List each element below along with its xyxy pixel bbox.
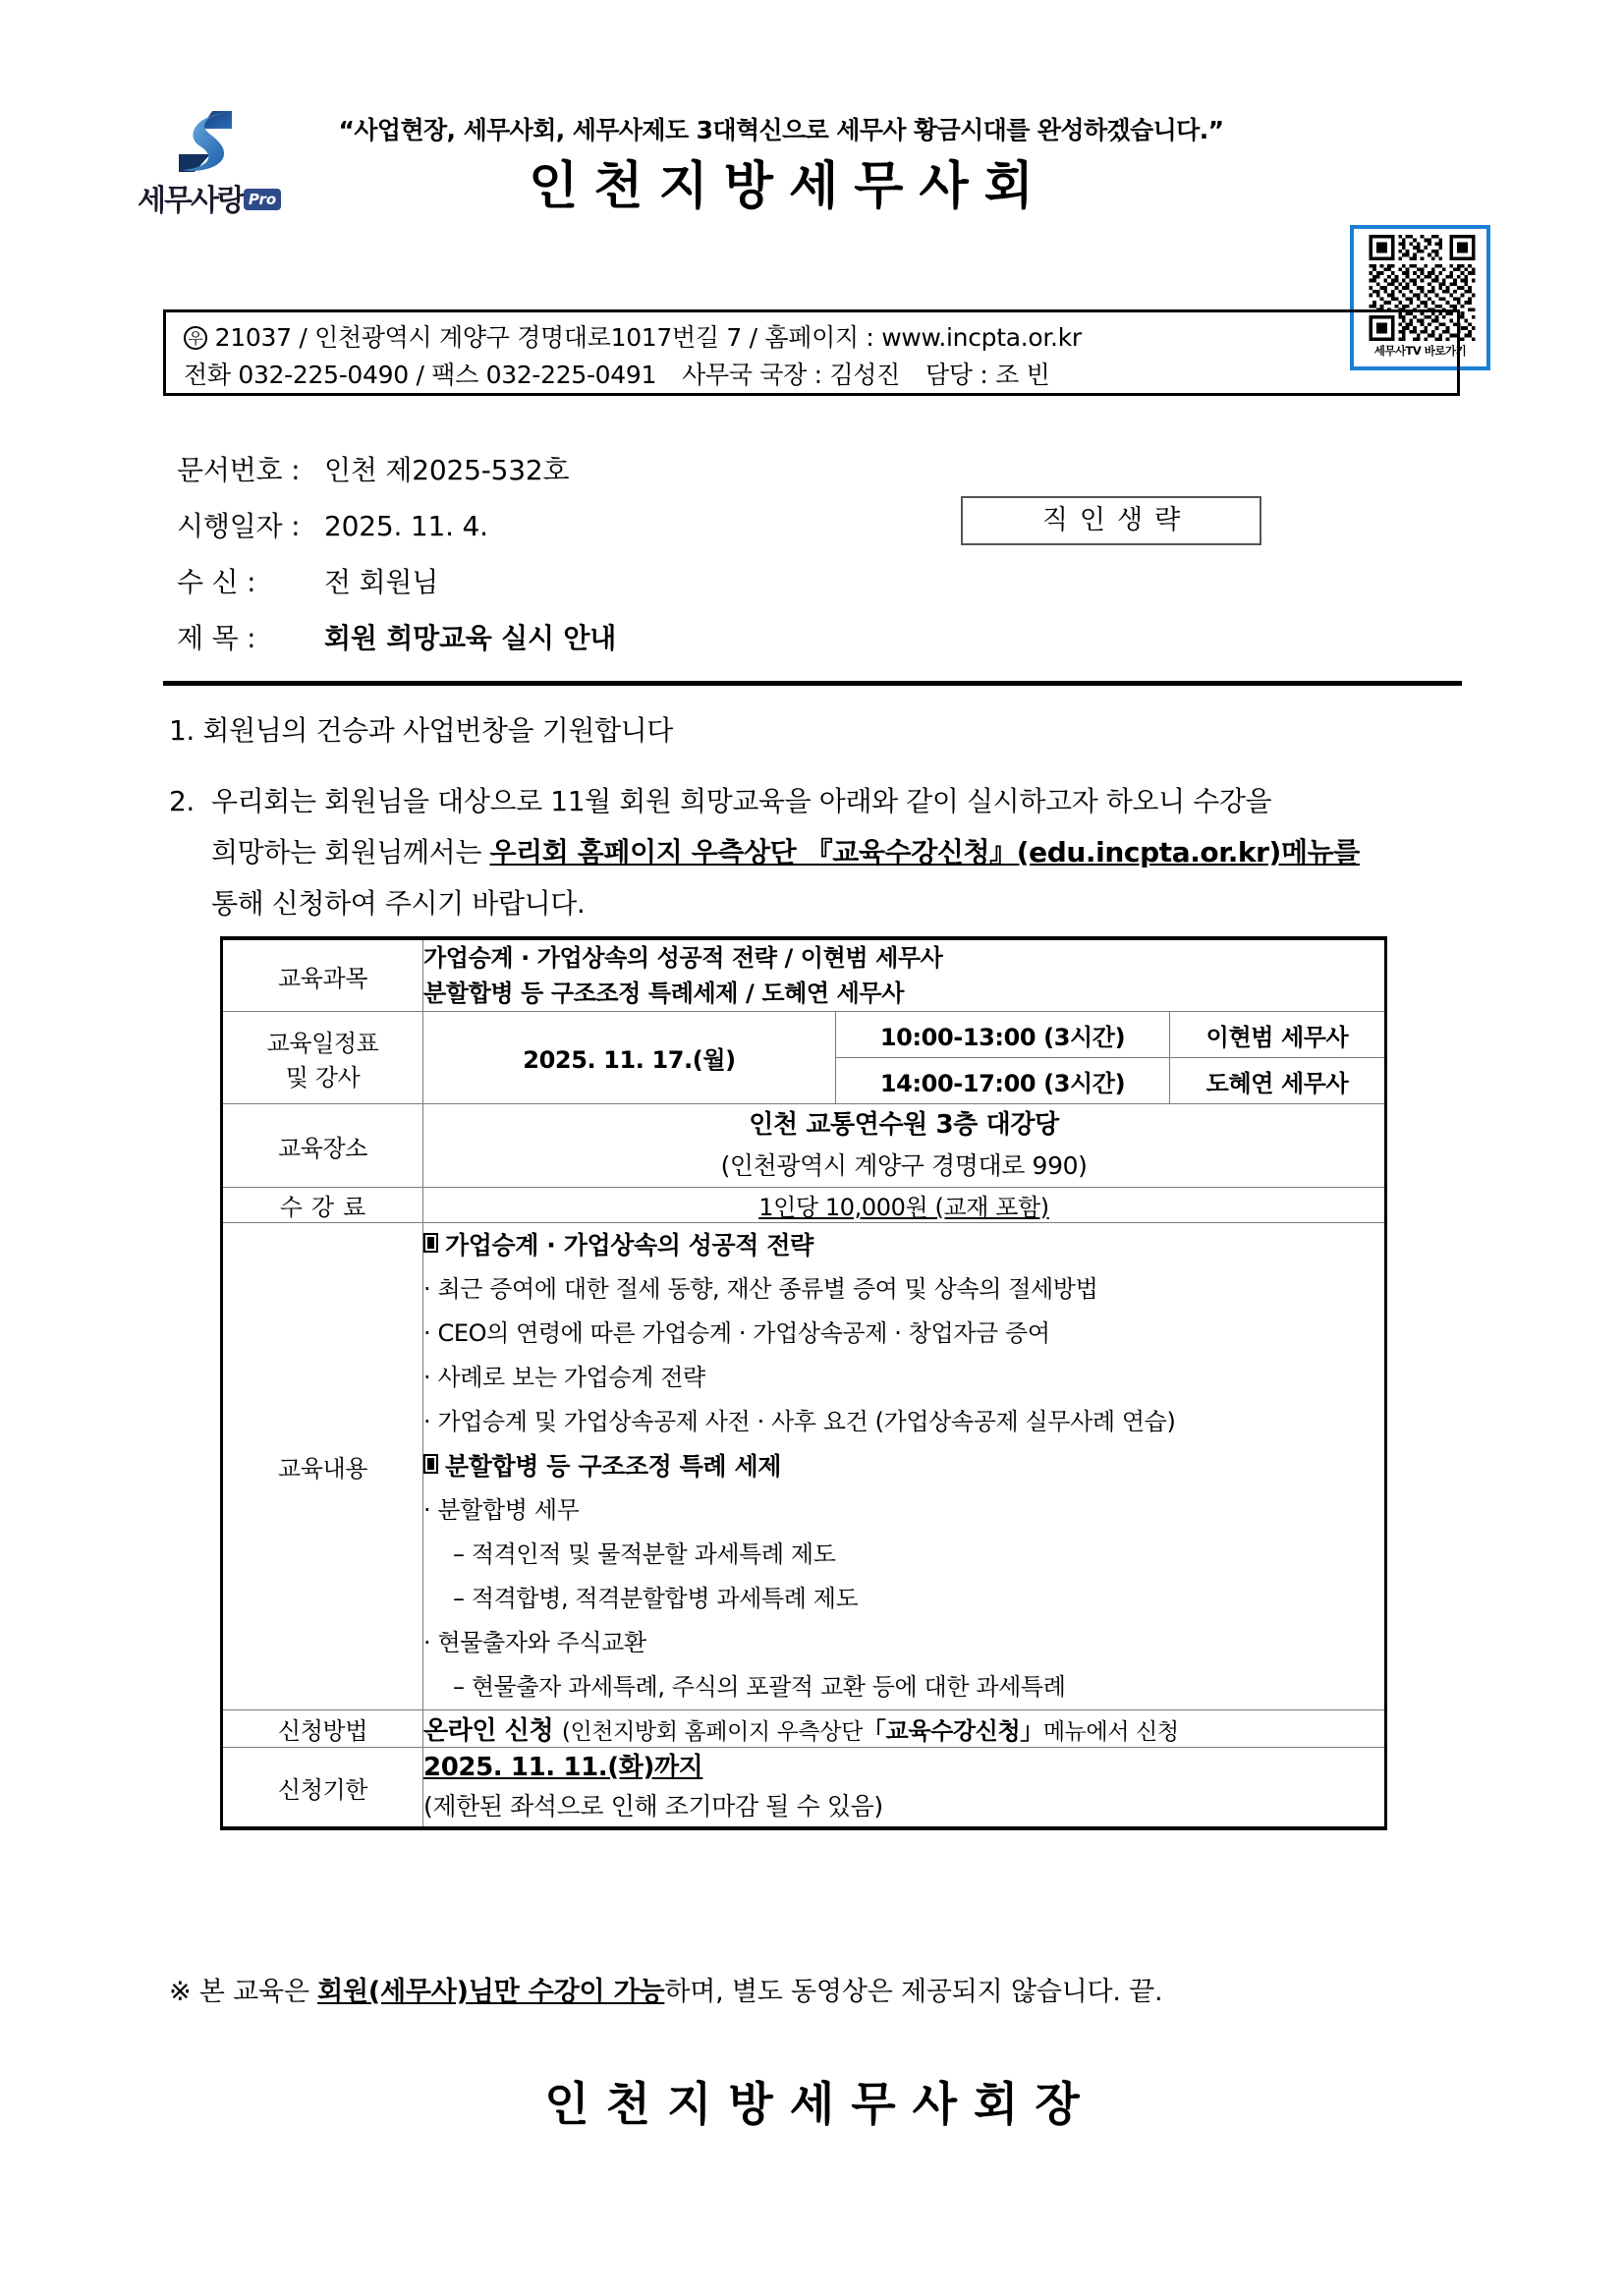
- subject-line-1: 가업승계 · 가업상속의 성공적 전략 / 이현범 세무사: [423, 944, 943, 972]
- paragraph-2-line-2: [211, 827, 1476, 878]
- value-content: [423, 1223, 1386, 1710]
- education-info-table: [220, 936, 1387, 1830]
- apply-method-main: 온라인 신청: [423, 1716, 562, 1746]
- meta-row-subject: [177, 610, 963, 666]
- label-apply-method: 신청방법: [222, 1710, 423, 1748]
- subject-line-2: 분할합병 등 구조조정 특례세제 / 도혜연 세무사: [423, 980, 904, 1007]
- postal-mark-icon: 우: [184, 326, 207, 350]
- label-schedule: [222, 1012, 423, 1104]
- content-item: · 사례로 보는 가업승계 전략: [423, 1364, 705, 1391]
- document-meta-block: [177, 442, 963, 666]
- paragraph-2: [169, 776, 1476, 929]
- value-deadline: [423, 1748, 1386, 1829]
- doc-number-label: 문서번호 :: [177, 454, 301, 486]
- label-fee: 수강료: [222, 1188, 423, 1223]
- table-row-apply-method: [222, 1710, 1386, 1748]
- date-label: 시행일자 :: [177, 510, 301, 542]
- paragraph-2-number: 2.: [169, 785, 195, 817]
- content-group-1-heading-text: 가업승계 · 가업상속의 성공적 전략: [445, 1231, 813, 1260]
- paragraph-2-body: [211, 776, 1476, 929]
- footer-note-emphasis: 회원(세무사)님만 수강이 가능: [317, 1977, 665, 2007]
- table-row-fee: [222, 1188, 1386, 1223]
- filled-square-icon: [423, 1233, 438, 1253]
- address-text: 21037 / 인천광역시 계양구 경명대로1017번길 7 / 홈페이지 : www.incpta.or.kr: [214, 323, 1082, 352]
- paragraph-2-line-2-prefix: 희망하는 회원님께서는: [211, 836, 490, 868]
- meta-row-doc-number: [177, 442, 963, 498]
- content-group-1-heading: [423, 1223, 1384, 1267]
- signature-line: 인천지방세무사회장: [544, 2078, 1096, 2132]
- address-line-1: [184, 319, 1457, 357]
- content-group-2-heading: [423, 1444, 1384, 1488]
- value-place: [423, 1104, 1386, 1188]
- content-item: · 최근 증여에 대한 절세 동향, 재산 종류별 증여 및 상속의 절세방법: [423, 1275, 1098, 1303]
- apply-method-suffix: 메뉴에서 신청: [1042, 1719, 1179, 1745]
- content-item: – 적격합병, 적격분할합병 과세특례 제도: [453, 1585, 859, 1612]
- value-apply-method: [423, 1710, 1386, 1748]
- content-item: · 분할합병 세무: [423, 1496, 580, 1524]
- footer-note-suffix: 하며, 별도 동영상은 제공되지 않습니다. 끝.: [664, 1977, 1163, 2007]
- label-place: 교육장소: [222, 1104, 423, 1188]
- logo-pro-badge: Pro: [244, 189, 281, 210]
- stamp-omitted-box: 직인생략: [961, 496, 1261, 545]
- date-value: 2025. 11. 4.: [324, 510, 488, 542]
- logo-wordmark: 세무사랑 Pro: [138, 176, 319, 219]
- content-item: · 가업승계 및 가업상속공제 사전 · 사후 요건 (가업상속공제 실무사례 연습): [423, 1408, 1176, 1435]
- fee-amount-text: 1인당 10,000원 (교재 포함): [758, 1194, 1049, 1221]
- deadline-note: (제한된 좌석으로 인해 조기마감 될 수 있음): [423, 1792, 883, 1820]
- address-line-2: [184, 357, 1457, 394]
- content-group-2-heading-text: 분할합병 등 구조조정 특례 세제: [445, 1452, 781, 1481]
- footer-note: [169, 1970, 1162, 2008]
- address-box: [163, 309, 1460, 396]
- value-subject: [423, 938, 1386, 1012]
- label-schedule-line-2: 및 강사: [285, 1063, 361, 1092]
- footer-note-prefix: ※ 본 교육은: [169, 1977, 318, 2007]
- table-row-place: [222, 1104, 1386, 1188]
- content-item: · 현물출자와 주식교환: [423, 1629, 646, 1656]
- value-schedule-time-1: 10:00-13:00 (3시간): [836, 1012, 1170, 1058]
- place-line-2: (인천광역시 계양구 경명대로 990): [720, 1151, 1088, 1180]
- recipient-value: 전 회원님: [324, 566, 439, 598]
- subject-label: 제 목 :: [177, 622, 256, 654]
- value-schedule-date: 2025. 11. 17.(월): [423, 1012, 836, 1104]
- place-line-1: 인천 교통연수원 3층 대강당: [749, 1110, 1059, 1140]
- horizontal-divider: [163, 681, 1462, 686]
- table-row-deadline: [222, 1748, 1386, 1829]
- slogan-text: “사업현장, 세무사회, 세무사제도 3대혁신으로 세무사 황금시대를 완성하겠습니다.”: [338, 116, 1224, 144]
- recipient-label: 수 신 :: [177, 566, 256, 598]
- paragraph-2-line-3: 통해 신청하여 주시기 바랍니다.: [211, 887, 586, 920]
- filled-square-icon: [423, 1454, 438, 1474]
- meta-row-date: [177, 498, 963, 554]
- value-schedule-lecturer-2: 도혜연 세무사: [1170, 1058, 1386, 1104]
- label-schedule-line-1: 교육일정표: [266, 1029, 379, 1057]
- value-schedule-time-2: 14:00-17:00 (3시간): [836, 1058, 1170, 1104]
- content-item: – 적격인적 및 물적분할 과세특례 제도: [453, 1540, 836, 1568]
- label-deadline: 신청기한: [222, 1748, 423, 1829]
- paragraph-2-line-1: 우리회는 회원님을 대상으로 11월 회원 희망교육을 아래와 같이 실시하고자 하오니 수강을: [211, 785, 1272, 817]
- apply-method-detail: (인천지방회 홈페이지 우측상단: [561, 1719, 863, 1745]
- phone-fax-text: 전화 032-225-0490 / 팩스 032-225-0491: [184, 361, 657, 389]
- table-row-subject: [222, 938, 1386, 1012]
- doc-number-value: 인천 제2025-532호: [324, 454, 570, 486]
- subject-value: 회원 희망교육 실시 안내: [324, 622, 617, 654]
- deadline-date: 2025. 11. 11.(화)까지: [423, 1753, 703, 1782]
- organization-title: 인천지방세무사회: [529, 157, 1049, 216]
- qr-caption: 세무사TV 바로가기: [1373, 344, 1467, 358]
- meta-row-recipient: [177, 554, 963, 610]
- office-director-text: 사무국 국장 : 김성진: [682, 361, 900, 389]
- label-subject: 교육과목: [222, 938, 423, 1012]
- apply-menu-name: 「교육수강신청」: [862, 1717, 1043, 1745]
- content-item: – 현물출자 과세특례, 주식의 포괄적 교환 등에 대한 과세특례: [453, 1673, 1066, 1701]
- contact-person-text: 담당 : 조 빈: [925, 361, 1050, 389]
- paragraph-1: 1. 회원님의 건승과 사업번창을 기원합니다: [169, 714, 673, 747]
- content-item: · CEO의 연령에 따른 가업승계 · 가업상속공제 · 창업자금 증여: [423, 1319, 1050, 1347]
- label-content: 교육내용: [222, 1223, 423, 1710]
- table-row-schedule-1: [222, 1012, 1386, 1058]
- logo-s-icon: [165, 103, 236, 180]
- application-link-text[interactable]: 우리회 홈페이지 우측상단 『교육수강신청』(edu.incpta.or.kr)메뉴를: [489, 836, 1360, 868]
- value-schedule-lecturer-1: 이현범 세무사: [1170, 1012, 1386, 1058]
- value-fee: [423, 1188, 1386, 1223]
- table-row-content: [222, 1223, 1386, 1710]
